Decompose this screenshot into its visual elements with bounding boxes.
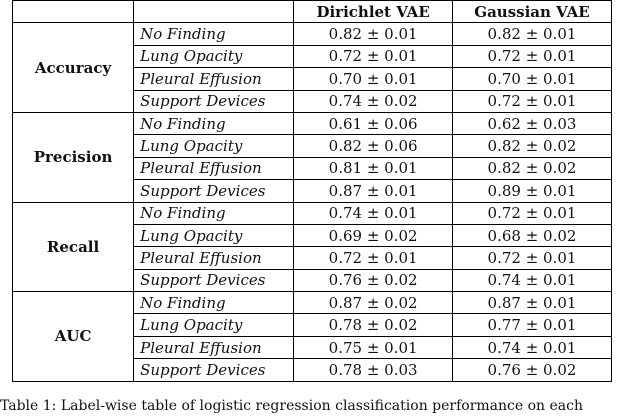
gaussian-value: 0.72 ± 0.01 xyxy=(452,90,611,112)
header-gaussian-vae: Gaussian VAE xyxy=(452,1,611,23)
table-row xyxy=(13,292,612,314)
dirichlet-value: 0.69 ± 0.02 xyxy=(294,224,453,246)
finding-label: No Finding xyxy=(134,112,294,134)
table-body xyxy=(13,23,612,381)
finding-label: Lung Opacity xyxy=(134,314,294,336)
gaussian-value: 0.72 ± 0.01 xyxy=(452,45,611,67)
dirichlet-value: 0.78 ± 0.03 xyxy=(294,359,453,381)
finding-label: Pleural Effusion xyxy=(134,336,294,358)
finding-label: No Finding xyxy=(134,292,294,314)
dirichlet-value: 0.87 ± 0.01 xyxy=(294,180,453,202)
gaussian-value: 0.70 ± 0.01 xyxy=(452,68,611,90)
table-row xyxy=(13,202,612,224)
header-row xyxy=(13,1,612,23)
metric-name: Recall xyxy=(13,202,134,292)
gaussian-value: 0.82 ± 0.02 xyxy=(452,157,611,179)
gaussian-value: 0.89 ± 0.01 xyxy=(452,180,611,202)
table-row xyxy=(13,23,612,45)
gaussian-value: 0.62 ± 0.03 xyxy=(452,112,611,134)
finding-label: Support Devices xyxy=(134,90,294,112)
header-dirichlet-vae: Dirichlet VAE xyxy=(294,1,453,23)
table-row xyxy=(13,112,612,134)
gaussian-value: 0.68 ± 0.02 xyxy=(452,224,611,246)
finding-label: Lung Opacity xyxy=(134,45,294,67)
dirichlet-value: 0.76 ± 0.02 xyxy=(294,269,453,291)
finding-label: Support Devices xyxy=(134,359,294,381)
dirichlet-value: 0.82 ± 0.01 xyxy=(294,23,453,45)
gaussian-value: 0.82 ± 0.02 xyxy=(452,135,611,157)
dirichlet-value: 0.70 ± 0.01 xyxy=(294,68,453,90)
metric-name: AUC xyxy=(13,292,134,382)
finding-label: Pleural Effusion xyxy=(134,247,294,269)
dirichlet-value: 0.82 ± 0.06 xyxy=(294,135,453,157)
gaussian-value: 0.87 ± 0.01 xyxy=(452,292,611,314)
header-metric-col xyxy=(13,1,134,23)
dirichlet-value: 0.74 ± 0.02 xyxy=(294,90,453,112)
finding-label: Pleural Effusion xyxy=(134,157,294,179)
finding-label: No Finding xyxy=(134,23,294,45)
table-caption: Table 1: Label-wise table of logistic regression classification performance on each xyxy=(0,398,583,414)
dirichlet-value: 0.74 ± 0.01 xyxy=(294,202,453,224)
finding-label: Support Devices xyxy=(134,269,294,291)
results-table xyxy=(12,0,612,382)
dirichlet-value: 0.78 ± 0.02 xyxy=(294,314,453,336)
gaussian-value: 0.74 ± 0.01 xyxy=(452,336,611,358)
metric-name: Accuracy xyxy=(13,23,134,113)
finding-label: Support Devices xyxy=(134,180,294,202)
gaussian-value: 0.72 ± 0.01 xyxy=(452,247,611,269)
finding-label: Lung Opacity xyxy=(134,224,294,246)
dirichlet-value: 0.61 ± 0.06 xyxy=(294,112,453,134)
finding-label: No Finding xyxy=(134,202,294,224)
gaussian-value: 0.82 ± 0.01 xyxy=(452,23,611,45)
dirichlet-value: 0.87 ± 0.02 xyxy=(294,292,453,314)
metric-name: Precision xyxy=(13,112,134,202)
dirichlet-value: 0.72 ± 0.01 xyxy=(294,247,453,269)
header-label-col xyxy=(134,1,294,23)
dirichlet-value: 0.81 ± 0.01 xyxy=(294,157,453,179)
finding-label: Pleural Effusion xyxy=(134,68,294,90)
gaussian-value: 0.74 ± 0.01 xyxy=(452,269,611,291)
gaussian-value: 0.72 ± 0.01 xyxy=(452,202,611,224)
finding-label: Lung Opacity xyxy=(134,135,294,157)
dirichlet-value: 0.72 ± 0.01 xyxy=(294,45,453,67)
dirichlet-value: 0.75 ± 0.01 xyxy=(294,336,453,358)
gaussian-value: 0.77 ± 0.01 xyxy=(452,314,611,336)
gaussian-value: 0.76 ± 0.02 xyxy=(452,359,611,381)
